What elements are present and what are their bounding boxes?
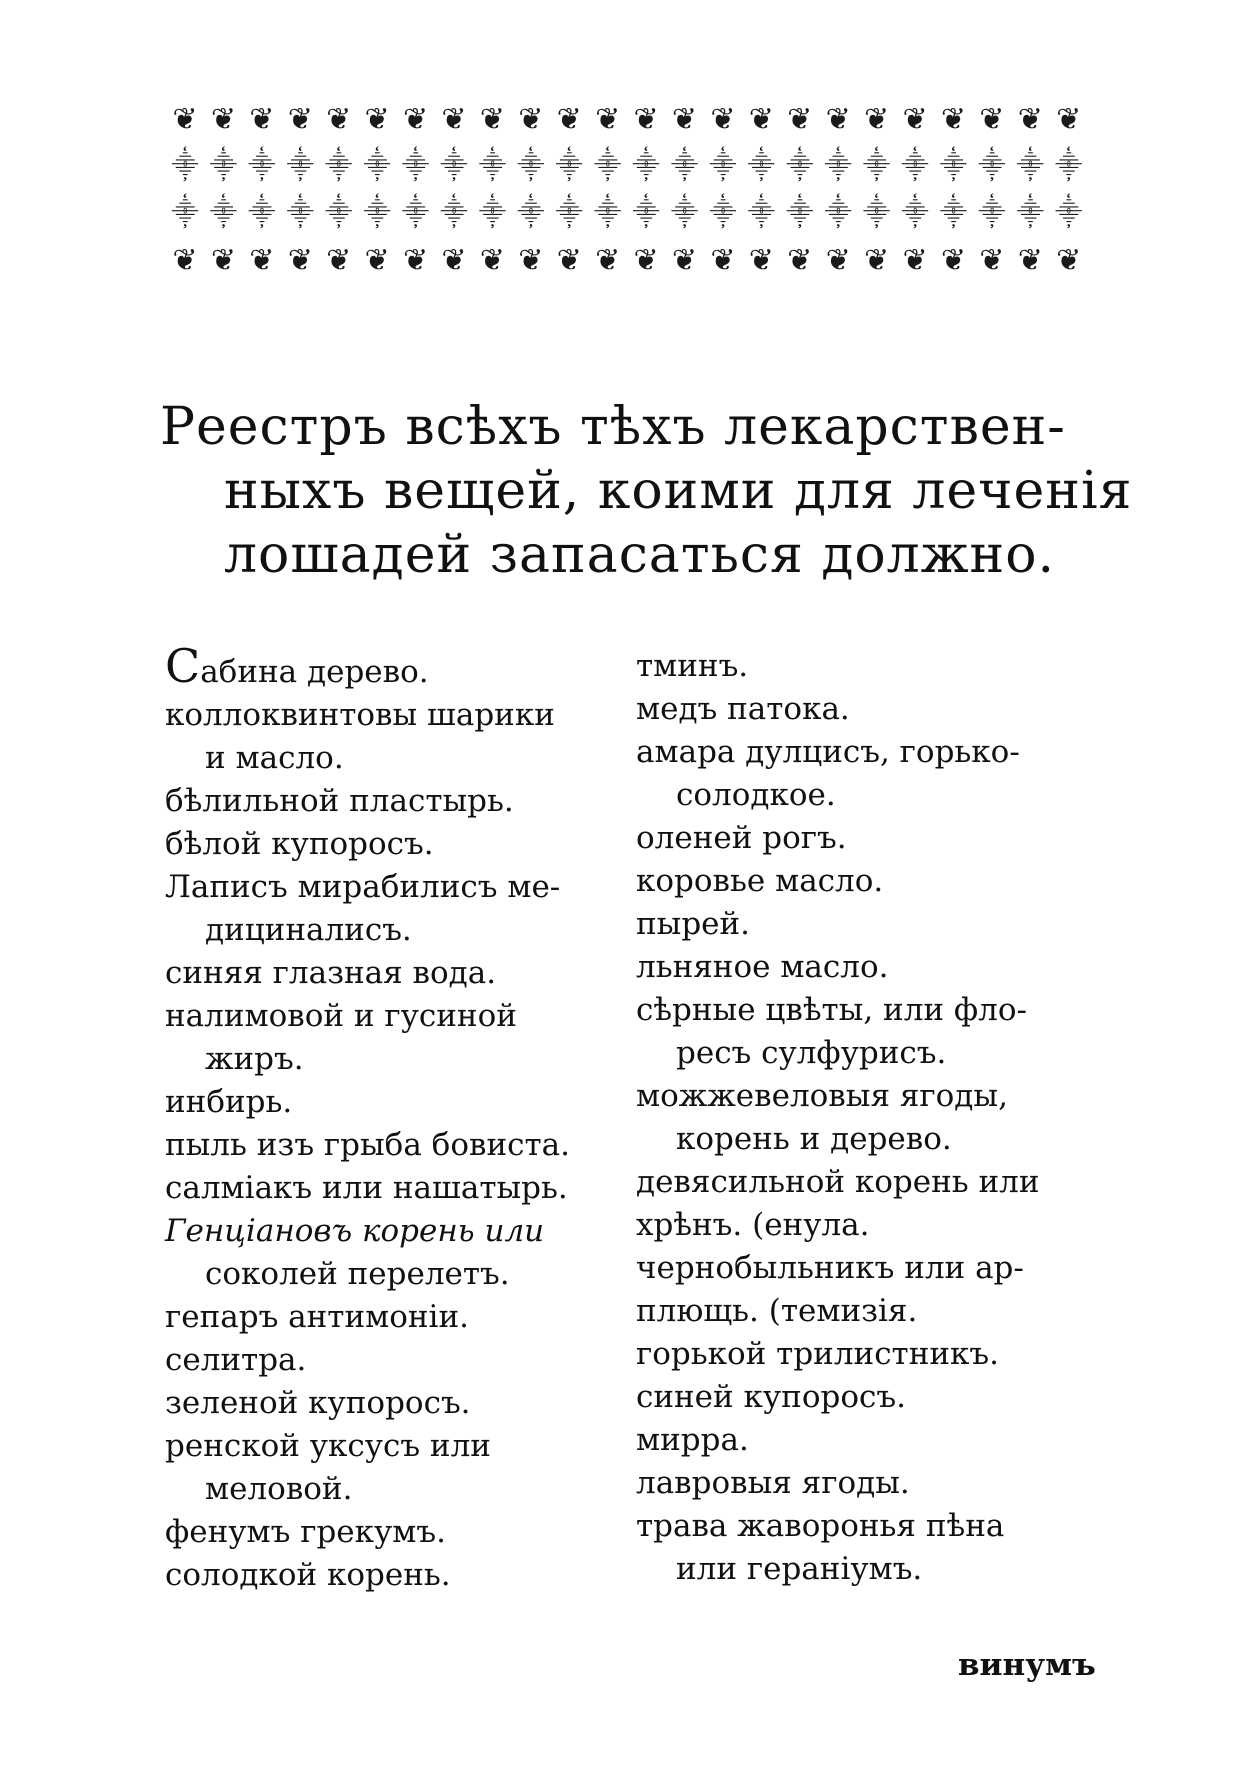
ornament-flower-icon: ❦ — [287, 243, 313, 278]
list-item: коровье масло. — [636, 863, 884, 899]
ornament-flower-icon: ⸎ — [1055, 198, 1083, 228]
ornament-flower-icon: ❦ — [249, 102, 275, 137]
ornament-flower-icon: ❦ — [825, 102, 851, 137]
ornament-flower-icon: ❦ — [825, 243, 851, 278]
list-item: трава жаворонья пѣна — [636, 1508, 1005, 1544]
ornament-flower-icon: ⸎ — [286, 151, 314, 181]
ornament-flower-icon: ❦ — [364, 243, 390, 278]
ornament-flower-icon: ⸎ — [747, 198, 775, 228]
ornament-flower-icon: ⸎ — [171, 151, 199, 181]
list-item: плющь. (темизія. — [636, 1293, 918, 1329]
ornament-flower-icon: ❦ — [1056, 243, 1082, 278]
ornament-flower-icon: ❦ — [172, 243, 198, 278]
list-item: соколей перелетъ. — [205, 1256, 510, 1292]
ornament-flower-icon: ⸎ — [209, 198, 237, 228]
ornament-flower-icon: ⸎ — [478, 151, 506, 181]
ornament-row-3 — [168, 190, 1086, 237]
ornament-flower-icon: ❦ — [326, 243, 352, 278]
ornament-flower-icon: ❦ — [748, 102, 774, 137]
ornament-flower-icon: ❦ — [595, 243, 621, 278]
ornament-flower-icon: ❦ — [671, 102, 698, 137]
ornament-flower-icon: ❦ — [172, 102, 198, 137]
ornament-flower-icon: ❦ — [633, 243, 659, 278]
list-item: налимовой и гусиной — [165, 998, 517, 1034]
ornament-flower-icon: ❦ — [748, 243, 774, 278]
title-line-2: ныхъ вещей, коими для леченія — [224, 461, 1133, 521]
ornament-flower-icon: ⸎ — [786, 151, 814, 181]
page-title — [160, 395, 1133, 587]
ornament-flower-icon: ⸎ — [171, 198, 199, 228]
ornament-flower-icon: ⸎ — [1055, 151, 1083, 181]
ornament-flower-icon: ❦ — [479, 102, 505, 137]
list-item: фенумъ грекумъ. — [165, 1514, 446, 1550]
list-item: или гераніумъ. — [676, 1551, 923, 1587]
list-item: льняное масло. — [636, 949, 889, 985]
list-item: пыль изъ грыба бовиста. — [165, 1127, 570, 1163]
ornament-flower-icon: ⸎ — [325, 198, 353, 228]
ornament-flower-icon: ⸎ — [901, 198, 929, 228]
ornament-flower-icon: ❦ — [326, 102, 352, 137]
ornament-flower-icon: ❦ — [787, 243, 813, 278]
list-item: медъ патока. — [636, 691, 850, 727]
ornament-flower-icon: ⸎ — [670, 198, 699, 228]
ornament-flower-icon: ❦ — [1017, 102, 1043, 137]
list-item: горькой трилистникъ. — [636, 1336, 999, 1372]
list-item: оленей рогъ. — [636, 820, 847, 856]
ornament-flower-icon: ⸎ — [325, 151, 353, 181]
ornament-flower-icon: ❦ — [441, 243, 467, 278]
ornament-flower-icon: ❦ — [518, 102, 544, 137]
list-item: Сабина дерево. — [165, 639, 429, 693]
ornament-flower-icon: ⸎ — [517, 151, 545, 181]
ornament-flower-icon: ⸎ — [863, 198, 891, 228]
list-item: амара дулцисъ, горько- — [636, 734, 1020, 770]
list-item: Лаписъ мирабилисъ ме- — [165, 869, 561, 905]
list-item: синяя глазная вода. — [165, 955, 497, 991]
ornament-flower-icon: ❦ — [979, 102, 1005, 137]
list-item: селитра. — [165, 1342, 307, 1378]
right-column-list — [636, 645, 1098, 1591]
list-item: тминъ. — [636, 648, 749, 684]
list-item: чернобыльникъ или ар- — [636, 1250, 1024, 1286]
ornament-flower-icon: ⸎ — [440, 151, 468, 181]
list-item: пырей. — [636, 906, 751, 942]
ornament-flower-icon: ❦ — [249, 243, 275, 278]
list-item: хрѣнъ. (енула. — [636, 1207, 870, 1243]
ornamental-headpiece — [168, 96, 1086, 284]
ornament-flower-icon: ❦ — [1017, 243, 1043, 278]
ornament-flower-icon: ⸎ — [939, 151, 967, 181]
ornament-flower-icon: ❦ — [633, 102, 659, 137]
ornament-flower-icon: ❦ — [556, 102, 582, 137]
ornament-flower-icon: ⸎ — [555, 151, 583, 181]
ornament-flower-icon: ❦ — [671, 243, 698, 278]
ornament-flower-icon: ⸎ — [363, 198, 391, 228]
list-item: солодкой корень. — [165, 1557, 451, 1593]
ornament-flower-icon: ⸎ — [1016, 198, 1044, 228]
ornament-flower-icon: ⸎ — [863, 151, 891, 181]
ornament-flower-icon: ⸎ — [824, 198, 852, 228]
list-item: жиръ. — [205, 1041, 304, 1077]
list-item: можжевеловыя ягоды, — [636, 1078, 1008, 1114]
list-item: мирра. — [636, 1422, 749, 1458]
ornament-flower-icon: ❦ — [710, 102, 736, 137]
ornament-flower-icon: ❦ — [864, 243, 890, 278]
list-item: инбирь. — [165, 1084, 293, 1120]
list-item: зеленой купоросъ. — [165, 1385, 471, 1421]
list-item: гепаръ антимоніи. — [165, 1299, 469, 1335]
left-column-list — [165, 639, 627, 1597]
ornament-flower-icon: ❦ — [979, 243, 1005, 278]
ornament-flower-icon: ⸎ — [709, 198, 737, 228]
ornament-flower-icon: ❦ — [479, 243, 505, 278]
ornament-flower-icon: ⸎ — [401, 151, 430, 181]
ornament-flower-icon: ⸎ — [824, 151, 852, 181]
ornament-flower-icon: ⸎ — [670, 151, 699, 181]
list-item: сѣрные цвѣты, или фло- — [636, 992, 1028, 1028]
list-item: корень и дерево. — [676, 1121, 952, 1157]
ornament-row-1 — [168, 96, 1086, 143]
ornament-flower-icon: ❦ — [864, 102, 890, 137]
ornament-flower-icon: ❦ — [902, 102, 928, 137]
ornament-flower-icon: ❦ — [940, 102, 966, 137]
list-item: коллоквинтовы шарики — [165, 697, 555, 733]
ornament-flower-icon: ⸎ — [440, 198, 468, 228]
ornament-flower-icon: ⸎ — [709, 151, 737, 181]
list-item: лавровыя ягоды. — [636, 1465, 910, 1501]
ornament-flower-icon: ❦ — [1056, 102, 1082, 137]
list-item: и масло. — [205, 740, 344, 776]
title-line-1: Реестръ всѣхъ тѣхъ лекарствен- — [160, 397, 1066, 457]
ornament-flower-icon: ⸎ — [747, 151, 775, 181]
catchword: винумъ — [958, 1647, 1096, 1683]
ornament-row-4 — [168, 237, 1086, 284]
ornament-flower-icon: ❦ — [441, 102, 467, 137]
list-item: ресъ сулфурисъ. — [676, 1035, 947, 1071]
ornament-flower-icon: ⸎ — [594, 151, 622, 181]
ornament-flower-icon: ⸎ — [517, 198, 545, 228]
list-item: бѣлильной пластырь. — [165, 783, 514, 819]
ornament-flower-icon: ⸎ — [248, 198, 276, 228]
ornament-flower-icon: ❦ — [595, 102, 621, 137]
ornament-flower-icon: ⸎ — [363, 151, 391, 181]
ornament-row-2 — [168, 143, 1086, 190]
ornament-flower-icon: ❦ — [518, 243, 544, 278]
ornament-flower-icon: ⸎ — [555, 198, 583, 228]
ornament-flower-icon: ❦ — [210, 102, 236, 137]
ornament-flower-icon: ❦ — [364, 102, 390, 137]
ornament-flower-icon: ❦ — [902, 243, 928, 278]
list-item: бѣлой купоросъ. — [165, 826, 434, 862]
list-item: ренской уксусъ или — [165, 1428, 491, 1464]
list-item: солодкое. — [676, 777, 836, 813]
ornament-flower-icon: ⸎ — [978, 151, 1006, 181]
list-item: девясильной корень или — [636, 1164, 1040, 1200]
ornament-flower-icon: ⸎ — [1016, 151, 1044, 181]
ornament-flower-icon: ❦ — [287, 102, 313, 137]
ornament-flower-icon: ⸎ — [632, 198, 660, 228]
title-line-3: лошадей запасаться должно. — [224, 525, 1056, 585]
ornament-flower-icon: ❦ — [556, 243, 582, 278]
ornament-flower-icon: ⸎ — [939, 198, 967, 228]
ornament-flower-icon: ⸎ — [901, 151, 929, 181]
ornament-flower-icon: ⸎ — [248, 151, 276, 181]
list-item: Генціановъ корень или — [165, 1213, 545, 1249]
ornament-flower-icon: ⸎ — [401, 198, 430, 228]
ornament-flower-icon: ❦ — [710, 243, 736, 278]
list-item: меловой. — [205, 1471, 353, 1507]
list-item: салміакъ или нашатырь. — [165, 1170, 568, 1206]
ornament-flower-icon: ❦ — [402, 102, 429, 137]
ornament-flower-icon: ⸎ — [286, 198, 314, 228]
ornament-flower-icon: ⸎ — [594, 198, 622, 228]
ornament-flower-icon: ⸎ — [632, 151, 660, 181]
ornament-flower-icon: ❦ — [787, 102, 813, 137]
ornament-flower-icon: ❦ — [940, 243, 966, 278]
ornament-flower-icon: ⸎ — [478, 198, 506, 228]
list-item: дициналисъ. — [205, 912, 412, 948]
list-item: синей купоросъ. — [636, 1379, 906, 1415]
ornament-flower-icon: ⸎ — [978, 198, 1006, 228]
ornament-flower-icon: ⸎ — [786, 198, 814, 228]
ornament-flower-icon: ❦ — [402, 243, 429, 278]
ornament-flower-icon: ⸎ — [209, 151, 237, 181]
ornament-flower-icon: ❦ — [210, 243, 236, 278]
